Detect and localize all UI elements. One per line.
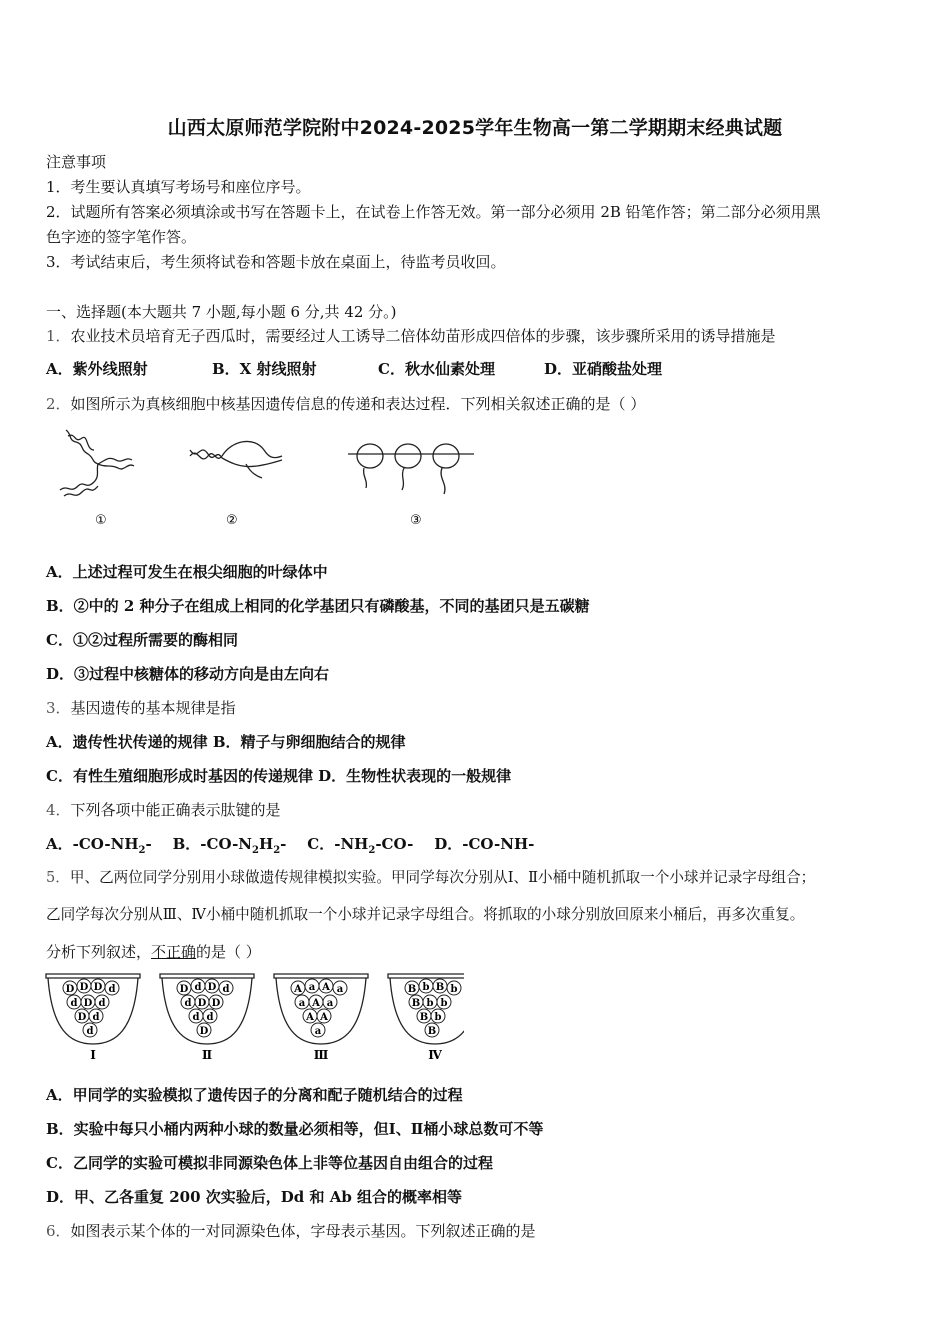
- question-5-stem-line-3: 分析下列叙述，不正确的是（ ）: [46, 943, 261, 961]
- transcription-diagram: [190, 441, 282, 478]
- bucket-label: Ⅱ: [201, 1048, 213, 1062]
- ball-letter: A: [320, 1012, 328, 1023]
- option-a: A．甲同学的实验模拟了遗传因子的分离和配子随机结合的过程: [46, 1086, 463, 1104]
- ball-letter: D: [179, 984, 189, 995]
- question-stem: 如图表示某个体的一对同源染色体，字母表示基因。下列叙述正确的是: [70, 1222, 536, 1240]
- option-c: C．①②过程所需要的酶相同: [46, 631, 238, 649]
- figure-label-2: ②: [226, 513, 238, 528]
- question-4-options: [46, 834, 920, 861]
- option-d: D．甲、乙各重复 200 次实验后，Dd 和 Ab 组合的概率相等: [46, 1188, 463, 1206]
- option-d: D．亚硝酸盐处理: [544, 360, 663, 378]
- ball-letter: d: [70, 998, 78, 1009]
- question-number: 6．: [46, 1222, 71, 1240]
- ball-letter: d: [184, 998, 192, 1009]
- question-number: 2．: [46, 395, 71, 413]
- ball-letter: d: [192, 1012, 200, 1023]
- ball-letter: a: [314, 1026, 322, 1037]
- ball-letter: A: [294, 984, 302, 995]
- question-6: [46, 1221, 920, 1241]
- ball-letter: d: [206, 1012, 214, 1023]
- buckets-figure: [44, 970, 464, 1062]
- question-5: [46, 868, 930, 888]
- question-4: [46, 800, 920, 820]
- gene-expression-figure: [50, 420, 480, 535]
- notice-item: 3．考试结束后，考生须将试卷和答题卡放在桌面上，待监考员收回。: [46, 253, 506, 271]
- ball-letter: a: [326, 998, 334, 1009]
- ball-letter: b: [434, 1012, 442, 1023]
- ball-letter: D: [65, 984, 75, 995]
- ball-letter: b: [426, 998, 434, 1009]
- option-c: C．秋水仙素处理: [378, 360, 495, 378]
- ball-letter: d: [86, 1026, 94, 1037]
- figure-label-3: ③: [410, 513, 422, 528]
- question-stem: 如图所示为真核细胞中核基因遗传信息的传递和表达过程．下列相关叙述正确的是（ ）: [70, 395, 646, 413]
- replication-diagram: [60, 430, 134, 496]
- page-title: 山西太原师范学院附中2024-2025学年生物高一第二学期期末经典试题: [167, 117, 783, 139]
- option-d: D．-CO-NH-: [434, 835, 535, 853]
- question-number: 3．: [46, 699, 71, 717]
- ball-letter: D: [77, 1012, 87, 1023]
- ball-letter: D: [79, 982, 89, 993]
- question-2: [46, 394, 920, 414]
- question-3: [46, 698, 920, 718]
- emphasis-underline: 不正确: [151, 943, 197, 961]
- ball-letter: B: [435, 982, 445, 993]
- option-c: C．乙同学的实验可模拟非同源染色体上非等位基因自由组合的过程: [46, 1154, 493, 1172]
- question-3-options-row-1: A．遗传性状传递的规律 B．精子与卵细胞结合的规律: [46, 733, 406, 751]
- ball-letter: B: [407, 984, 417, 995]
- ball-letter: B: [427, 1026, 437, 1037]
- question-1-options: [46, 359, 920, 379]
- question-1: [46, 326, 920, 346]
- option-b: B．X 射线照射: [212, 360, 317, 378]
- ball-letter: d: [222, 984, 230, 995]
- bucket-label: Ⅰ: [90, 1048, 96, 1062]
- option-b: B．实验中每只小桶内两种小球的数量必须相等，但Ⅰ、Ⅱ桶小球总数可不等: [46, 1120, 544, 1138]
- ball-letter: D: [211, 998, 221, 1009]
- ball-letter: d: [92, 1012, 100, 1023]
- question-stem: 农业技术员培育无子西瓜时，需要经过人工诱导二倍体幼苗形成四倍体的步骤，该步骤所采用的诱导措施是: [70, 327, 776, 345]
- ball-letter: d: [98, 998, 106, 1009]
- question-3-options-row-2: C．有性生殖细胞形成时基因的传递规律 D．生物性状表现的一般规律: [46, 767, 512, 785]
- figure-label-1: ①: [95, 513, 107, 528]
- bucket: [274, 974, 368, 1062]
- option-b: B．$-CO-N_2H_2-$: [172, 835, 287, 856]
- ball-letter: B: [411, 998, 421, 1009]
- option-c: C．$-NH_2-CO-$: [307, 835, 414, 856]
- ball-letter: D: [83, 998, 93, 1009]
- question-number: 4．: [46, 801, 71, 819]
- ball-letter: b: [440, 998, 448, 1009]
- question-stem: 甲、乙两位同学分别用小球做遗传规律模拟实验。甲同学每次分别从Ⅰ、Ⅱ小桶中随机抓取一个小球并记录字母组合；: [69, 869, 816, 886]
- bucket: [46, 974, 140, 1062]
- ball-letter: a: [308, 982, 316, 993]
- ball-letter: d: [194, 982, 202, 993]
- option-a: A．上述过程可发生在根尖细胞的叶绿体中: [46, 563, 328, 581]
- translation-diagram: [348, 444, 474, 494]
- question-stem: 基因遗传的基本规律是指: [70, 699, 236, 717]
- ball-letter: A: [306, 1012, 314, 1023]
- option-d: D．③过程中核糖体的移动方向是由左向右: [46, 665, 330, 683]
- ball-letter: D: [207, 982, 217, 993]
- notice-item: 色字迹的签字笔作答。: [46, 228, 197, 246]
- ball-letter: a: [336, 984, 344, 995]
- ball-letter: A: [322, 982, 330, 993]
- option-a: A．$-CO-NH_2-$: [46, 835, 152, 856]
- section-heading: 一、选择题(本大题共 7 小题,每小题 6 分,共 42 分。): [46, 303, 397, 321]
- bucket: [160, 974, 254, 1062]
- ball-letter: D: [93, 982, 103, 993]
- question-number: 1．: [46, 327, 71, 345]
- notice-item: 2．试题所有答案必须填涂或书写在答题卡上，在试卷上作答无效。第一部分必须用 2B 铅笔作答；第二部分必须用黑: [46, 203, 821, 221]
- option-b: B．②中的 2 种分子在组成上相同的化学基团只有磷酸基，不同的基团只是五碳糖: [46, 597, 590, 615]
- ball-letter: B: [419, 1012, 429, 1023]
- ball-letter: D: [199, 1026, 209, 1037]
- ball-letter: b: [422, 982, 430, 993]
- bucket-label: Ⅳ: [428, 1048, 442, 1062]
- option-a: A．紫外线照射: [46, 360, 148, 378]
- notice-heading: 注意事项: [46, 153, 107, 171]
- notice-item: 1．考生要认真填写考场号和座位序号。: [46, 178, 311, 196]
- ball-letter: A: [312, 998, 320, 1009]
- question-number: 5．: [46, 869, 70, 886]
- bucket: [388, 974, 464, 1062]
- bucket-label: Ⅲ: [313, 1048, 329, 1062]
- ball-letter: D: [197, 998, 207, 1009]
- question-5-stem-line-2: 乙同学每次分别从Ⅲ、Ⅳ小桶中随机抓取一个小球并记录字母组合。将抓取的小球分别放回原来小桶后，再多次重复。: [46, 906, 805, 923]
- question-stem: 下列各项中能正确表示肽键的是: [70, 801, 281, 819]
- ball-letter: b: [450, 984, 458, 995]
- ball-letter: d: [108, 984, 116, 995]
- ball-letter: a: [298, 998, 306, 1009]
